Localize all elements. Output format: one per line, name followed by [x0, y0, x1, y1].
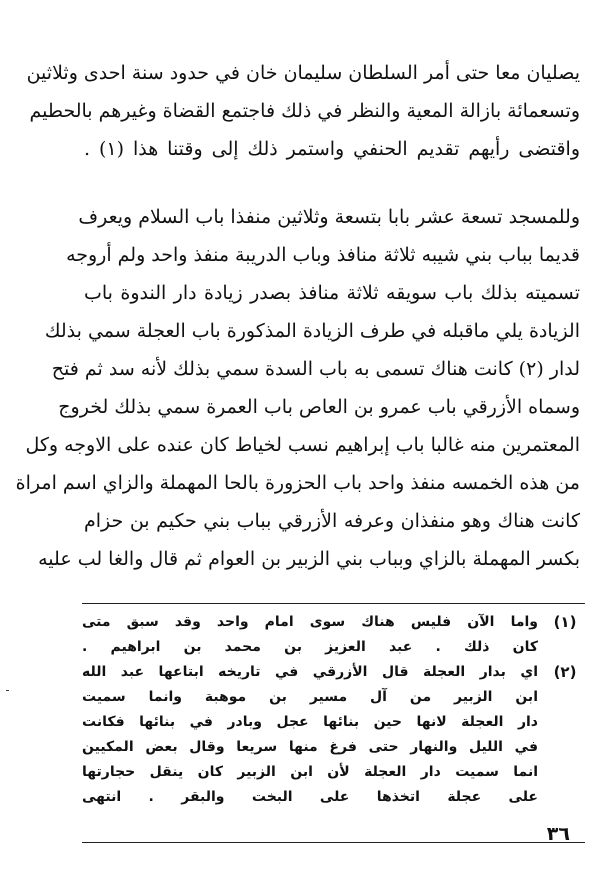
footnote-number: (٢): [553, 663, 577, 681]
footnote-body: [82, 660, 538, 810]
footer-rule: [82, 842, 585, 843]
footnote-line: في الليل والنهار حتى فرغ منها سريعا وقال بعض المكيين: [82, 739, 538, 755]
footnote-line: كان ذلك . عبد العزيز بن محمد بن ابراهيم .: [82, 639, 538, 655]
footnote-number: (١): [553, 613, 577, 631]
text-line: واقتضى رأيهم تقديم الحنفي واستمر ذلك إلى وقتنا هذا (١) .: [84, 138, 580, 160]
text-line: تسميته بذلك باب سويقه ثلاثة منافذ بصدر زيادة دار الندوة باب: [84, 282, 580, 304]
footnotes: [82, 610, 592, 810]
footnote-2: [82, 660, 592, 810]
text-line: من هذه الخمسه منفذ واحد باب الحزورة بالحا المهملة والزاي اسم امراة: [15, 472, 580, 494]
page-number: ٣٦: [546, 823, 570, 845]
text-line: المعتمرين منه غالبا باب إبراهيم نسب لخياط كان عنده على الاوجه وكل: [25, 434, 580, 456]
footnote-divider: [82, 603, 585, 604]
text-line: الزيادة يلي ماقبله في طرف الزيادة المذكورة باب العجلة سمي بذلك: [44, 320, 580, 342]
text-line: وللمسجد تسعة عشر بابا بتسعة وثلاثين منفذا باب السلام ويعرف: [78, 206, 580, 228]
text-line: وسماه الأزرقي باب عمرو بن العاص باب العمرة سمي بذلك لخروج: [58, 396, 580, 418]
text-line: وتسعمائة بازالة المعية والنظر في ذلك فاجتمع القضاة وغيرهم بالحطيم: [29, 100, 580, 122]
footnote-line: اي بدار العجلة قال الأزرقي في تاريخه ابتاعها عبد الله: [82, 664, 538, 680]
paragraph-2: [15, 198, 580, 578]
footnote-line: على عجلة اتخذها على البخت والبقر . انتهى: [82, 789, 538, 805]
footnote-line: دار العجلة لانها حين بنائها عجل وبادر في بنائها فكانت: [82, 714, 538, 730]
footnote-line: ابن الزبير من آل مسير بن موهبة وانما سميت: [82, 689, 538, 705]
text-line: كانت هناك وهو منفذان وعرفه الأزرقي بباب بني حكيم بن حزام: [84, 510, 580, 532]
paragraph-gap: [84, 168, 580, 198]
text-line: لدار (٢) كانت هناك تسمى به باب السدة سمي بذلك لأنه سد ثم فتح: [51, 358, 580, 380]
footnote-line: انما سميت دار العجلة لأن ابن الزبير كان ينقل حجارتها: [82, 764, 538, 780]
scan-speck: [6, 690, 9, 691]
text-line: بكسر المهملة بالزاي وبباب بني الزبير بن العوام ثم قال والغا لب عليه: [38, 548, 580, 570]
footnote-1: [82, 610, 592, 660]
footnote-body: [82, 610, 538, 660]
text-line: قديما بباب بني شيبه ثلاثة منافذ وباب الدريبة منفذ واحد ولم أروجه: [66, 244, 580, 266]
paragraph-1: [26, 54, 580, 168]
footnote-line: واما الآن فليس هناك سوى امام واحد وقد سبق متى: [82, 614, 538, 630]
main-text: [15, 54, 580, 578]
text-line: يصليان معا حتى أمر السلطان سليمان خان في حدود سنة احدى وثلاثين: [26, 62, 580, 84]
